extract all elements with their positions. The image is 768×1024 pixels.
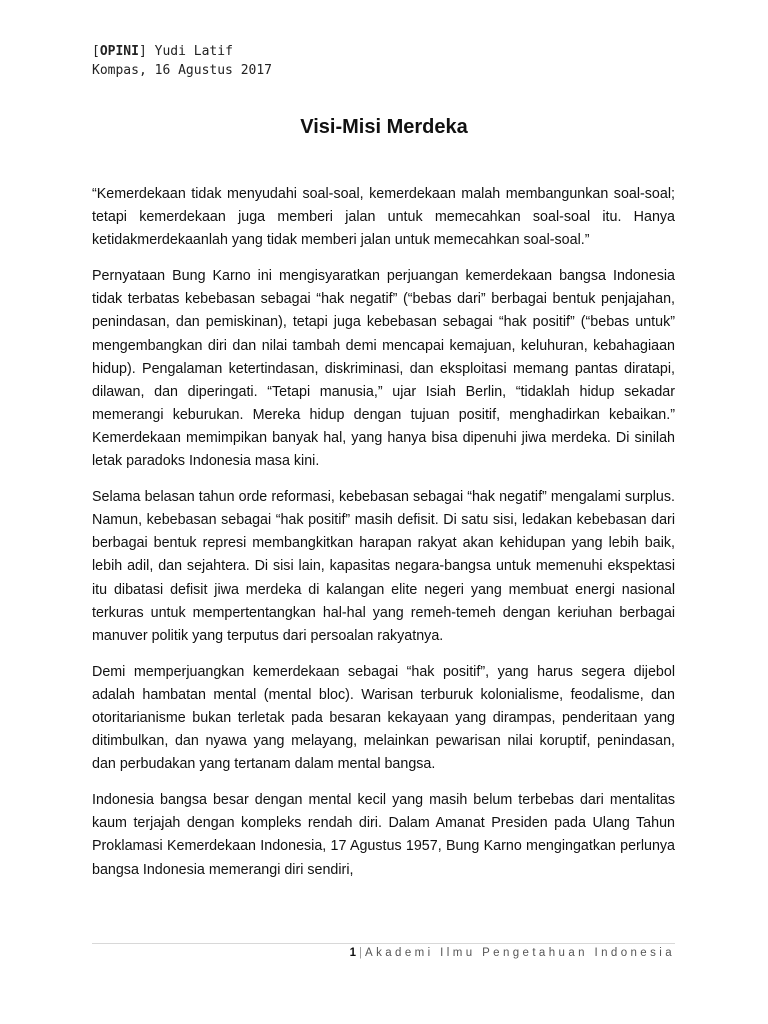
article-title: Visi-Misi Merdeka — [300, 116, 468, 138]
article-body — [92, 183, 675, 895]
page-number: 1 — [349, 947, 357, 959]
footer-divider — [92, 943, 675, 944]
category-label: OPINI — [99, 44, 139, 59]
paragraph-quote: “Kemerdekaan tidak menyudahi soal-soal, kemerdekaan malah membangunkan soal-soal; tetapi kemerdekaan juga memberi jalan untuk memecahkan soal-soal itu. Hanya ketidakmerdekaanlah yang tidak memberi jalan untuk memecahkan soal-soal.” — [92, 186, 675, 249]
paragraph: Demi memperjuangkan kemerdekaan sebagai “hak positif”, yang harus segera dijebol adalah hambatan mental (mental bloc). Warisan terburuk kolonialisme, feodalisme, dan otoritarianisme bukan terletak pada besaran kekayaan yang dirampas, penderitaan yang ditimbulkan, dan nyawa yang melayang, melainkan pewarisan nilai koruptif, penindasan, dan perbudakan yang tertanam dalam mental bangsa. — [92, 663, 675, 773]
paragraph: Pernyataan Bung Karno ini mengisyaratkan perjuangan kemerdekaan bangsa Indonesia tidak terbatas kebebasan sebagai “hak negatif” (“bebas dari” berbagai bentuk penjajahan, penindasan, dan pemiskinan), tetapi juga kebebasan sebagai “hak positif” (“bebas untuk” mengembangkan diri dan nilai tambah demi mencapai kemajuan, keluhuran, kebahagiaan hidup). Pengalaman ketertindasan, diskriminasi, dan eksploitasi memang pantas diratapi, dilawan, dan diperingati. “Tetapi manusia,” ujar Isiah Berlin, “tidaklah hidup sekadar memerangi keburukan. Mereka hidup dengan tujuan positif, menghadirkan kebaikan.” Kemerdekaan memimpikan banyak hal, yang hanya bisa dipenuhi jiwa merdeka. Di sinilah letak paradoks Indonesia masa kini. — [92, 268, 675, 470]
paragraph: Selama belasan tahun orde reformasi, kebebasan sebagai “hak negatif” mengalami surplus. Namun, kebebasan sebagai “hak positif” masih defisit. Di satu sisi, ledakan kebebasan dari berbagai bentuk represi membangkitkan harapan rakyat akan kehidupan yang lebih baik, lebih adil, dan sejahtera. Di sisi lain, kapasitas negara-bangsa untuk memenuhi ekspektasi itu dibatasi defisit jiwa merdeka di kalangan elite negeri yang membuat energi nasional terkuras untuk mempertentangkan hal-hal yang remeh-temeh dengan keriuhan berbagai manuver politik yang terputus dari persoalan rakyatnya. — [92, 489, 675, 644]
header-first-line — [92, 42, 272, 61]
footer-organization: Akademi Ilmu Pengetahuan Indonesia — [365, 947, 675, 959]
source-date-line: Kompas, 16 Agustus 2017 — [92, 63, 273, 78]
author-name: Yudi Latif — [154, 44, 233, 59]
tag-bracket-open: [ — [92, 44, 100, 59]
page-footer — [350, 947, 675, 959]
category-tag — [92, 44, 147, 59]
document-header — [92, 42, 272, 80]
tag-bracket-close: ] — [138, 44, 147, 59]
footer-separator: | — [359, 947, 363, 959]
paragraph: Indonesia bangsa besar dengan mental kecil yang masih belum terbebas dari mentalitas kaum terjajah dengan kompleks rendah diri. Dalam Amanat Presiden pada Ulang Tahun Proklamasi Kemerdekaan Indonesia, 17 Agustus 1957, Bung Karno mengingatkan perlunya bangsa Indonesia memerangi diri sendiri, — [92, 792, 675, 878]
